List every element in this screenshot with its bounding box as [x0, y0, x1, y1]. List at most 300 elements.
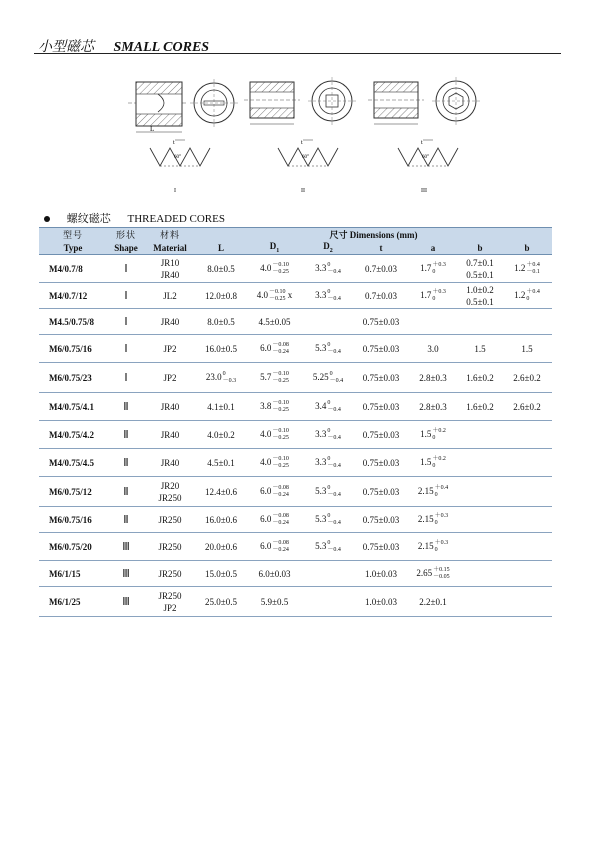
col-shape: Shape [107, 241, 145, 255]
material-line-1: JR40 [160, 429, 180, 440]
value-nominal: 4.0 [260, 456, 272, 467]
tolerance-upper: ＋0.4 [526, 261, 540, 268]
value-nominal: 3.3 [315, 262, 327, 273]
tolerance-lower: －0.4 [327, 519, 341, 526]
material-line-2: JR250 [158, 492, 182, 503]
tolerance [327, 513, 341, 527]
cell-t: 0.75±0.03 [354, 533, 408, 561]
fig2-angle: 60° [302, 155, 309, 160]
value-nominal: 5.25 [312, 371, 329, 382]
cell-b1 [458, 449, 502, 477]
tolerance-lower: －0.4 [327, 434, 341, 441]
cell-material [145, 363, 195, 393]
page-title-cn: 小型磁芯 [38, 40, 94, 55]
cell-t: 1.0±0.03 [354, 561, 408, 587]
value-nominal: 2.65 [416, 567, 433, 578]
cell-type: M4/0.7/12 [39, 283, 107, 309]
value-nominal: 3.3 [315, 289, 327, 300]
cell-L [195, 507, 247, 533]
b1-line-1: 1.5 [474, 343, 486, 354]
cell-D1 [247, 393, 302, 421]
cell-material [145, 421, 195, 449]
cell-b1 [458, 561, 502, 587]
fig1-dim-t: t [173, 140, 175, 146]
tolerance-lower: －0.4 [327, 406, 341, 413]
shape-2-side-view [244, 82, 300, 124]
material-line-1: JR40 [160, 316, 180, 327]
col-a: a [408, 241, 458, 255]
value-nominal: 1.5 [521, 343, 533, 354]
value-nominal: 1.5 [420, 456, 432, 467]
cell-a [408, 363, 458, 393]
col-dimensions-group: 尺寸 Dimensions (mm) [195, 228, 552, 242]
tolerance-lower: －0.25 [272, 377, 289, 384]
tolerance-upper: 0 [222, 370, 226, 377]
col-D1: $D_1$ [247, 241, 302, 255]
shape-1-side-view [128, 82, 188, 133]
table-row [39, 335, 552, 363]
tolerance [327, 485, 341, 499]
cell-shape: Ⅱ [107, 393, 145, 421]
tolerance [432, 262, 446, 276]
material-line-1: JR40 [160, 401, 180, 412]
cell-b2 [502, 533, 552, 561]
tolerance-lower: －0.4 [327, 268, 341, 275]
cell-b2 [502, 449, 552, 477]
col-shape-cn: 形状 [107, 228, 145, 242]
tolerance-lower: －0.4 [329, 377, 344, 384]
cell-t: 0.75±0.03 [354, 477, 408, 507]
cell-D1 [247, 507, 302, 533]
cell-D1 [247, 533, 302, 561]
tolerance [433, 567, 450, 581]
cell-D2 [302, 309, 354, 335]
tolerance [330, 371, 344, 385]
cell-D2 [302, 507, 354, 533]
tolerance-lower: －0.24 [272, 546, 289, 553]
cell-a [408, 393, 458, 421]
cell-material [145, 335, 195, 363]
cell-a [408, 477, 458, 507]
tolerance-lower: －0.4 [327, 491, 341, 498]
value-nominal: 16.0±0.6 [205, 514, 237, 525]
cell-b2 [502, 477, 552, 507]
cell-a [408, 561, 458, 587]
table-row [39, 421, 552, 449]
tolerance-upper: －0.10 [272, 455, 289, 462]
tolerance-upper: ＋0.3 [432, 261, 446, 268]
value-nominal: 15.0±0.5 [205, 568, 237, 579]
threaded-cores-table [39, 227, 552, 617]
cell-shape: Ⅲ [107, 587, 145, 617]
cell-b1 [458, 393, 502, 421]
cell-shape: Ⅱ [107, 449, 145, 477]
tolerance [272, 485, 289, 499]
col-material: Material [145, 241, 195, 255]
fig1-angle: 60° [174, 155, 181, 160]
cell-L [195, 309, 247, 335]
tolerance-lower: －0.25 [272, 462, 289, 469]
table-row [39, 477, 552, 507]
cell-material [145, 533, 195, 561]
tolerance-lower: －0.25 [272, 406, 289, 413]
tolerance-lower: －0.05 [433, 573, 450, 580]
cell-shape: Ⅲ [107, 533, 145, 561]
tolerance-upper: 0 [327, 512, 331, 519]
tolerance-upper: ＋0.15 [433, 566, 450, 573]
table-row [39, 533, 552, 561]
tolerance [435, 540, 449, 554]
table-row [39, 561, 552, 587]
col-material-cn: 材料 [145, 228, 195, 242]
b1-line-2: 0.5±0.1 [466, 269, 494, 280]
cell-t: 0.7±0.03 [354, 283, 408, 309]
tolerance-upper: ＋0.3 [434, 512, 449, 519]
cell-D2 [302, 477, 354, 507]
value-nominal: 4.0 [256, 289, 268, 300]
value-nominal: 5.3 [315, 540, 327, 551]
cell-a [408, 587, 458, 617]
table-row [39, 587, 552, 617]
cell-D1 [247, 283, 302, 309]
cell-L [195, 393, 247, 421]
value-nominal: 6.0 [260, 485, 272, 496]
value-nominal: 4.0±0.2 [207, 429, 235, 440]
material-line-1: JR250 [158, 514, 182, 525]
value-nominal: 25.0±0.5 [205, 596, 237, 607]
thread-profile-2 [278, 140, 338, 166]
tolerance [272, 262, 289, 276]
tolerance-lower: －0.24 [272, 491, 289, 498]
fig3-angle: 60° [422, 155, 429, 160]
cell-D1 [247, 449, 302, 477]
tolerance-lower: 0 [434, 491, 438, 498]
cell-type: M4.5/0.75/8 [39, 309, 107, 335]
table-row [39, 283, 552, 309]
tolerance-upper: ＋0.3 [434, 539, 449, 546]
material-line-1: JP2 [163, 372, 177, 383]
b1-line-1: 1.6±0.2 [466, 401, 494, 412]
tolerance-upper: 0 [329, 370, 333, 377]
tolerance [327, 342, 341, 356]
col-type-cn: 型号 [39, 228, 107, 242]
b1-line-1: 1.0±0.2 [466, 284, 494, 295]
cell-t: 0.75±0.03 [354, 507, 408, 533]
cell-b2 [502, 561, 552, 587]
tolerance-lower: －0.4 [327, 546, 341, 553]
cell-type: M6/0.75/16 [39, 507, 107, 533]
cell-material [145, 477, 195, 507]
tolerance-lower: －0.4 [327, 295, 341, 302]
value-nominal: 5.3 [315, 342, 327, 353]
cell-b2 [502, 309, 552, 335]
tolerance [432, 428, 446, 442]
value-nominal: 4.5±0.1 [207, 457, 235, 468]
tolerance-upper: －0.10 [272, 427, 289, 434]
cell-b2 [502, 393, 552, 421]
cell-b2 [502, 587, 552, 617]
tolerance-upper: －0.10 [272, 370, 289, 377]
tolerance-upper: －0.10 [272, 261, 289, 268]
tolerance-upper: ＋0.4 [434, 484, 449, 491]
section-title-en: THREADED CORES [127, 213, 225, 225]
tolerance-upper: 0 [327, 427, 331, 434]
cell-D2 [302, 255, 354, 283]
tolerance-lower: －0.24 [272, 348, 289, 355]
section-heading [44, 210, 225, 226]
value-nominal: 5.3 [315, 513, 327, 524]
cell-b2 [502, 507, 552, 533]
table-header-row-2 [39, 241, 552, 255]
value-nominal: 20.0±0.6 [205, 541, 237, 552]
material-line-2: JR40 [160, 269, 180, 280]
table-row [39, 309, 552, 335]
cell-type: M4/0.75/4.2 [39, 421, 107, 449]
cell-D2 [302, 393, 354, 421]
value-suffix: x [285, 289, 293, 300]
cell-D2 [302, 335, 354, 363]
fig3-label: III [421, 188, 427, 194]
tolerance [327, 289, 341, 303]
cell-shape: Ⅰ [107, 335, 145, 363]
material-line-1: JR40 [160, 457, 180, 468]
tolerance-upper: ＋0.2 [432, 427, 446, 434]
table-header-row-1 [39, 228, 552, 242]
cell-D2 [302, 533, 354, 561]
bullet-icon [44, 216, 50, 222]
tolerance-lower: －0.24 [272, 519, 289, 526]
cell-type: M4/0.7/8 [39, 255, 107, 283]
fig1-label: I [174, 188, 176, 194]
tolerance [327, 456, 341, 470]
page-title-en: SMALL CORES [113, 40, 210, 55]
value-nominal: 4.5±0.05 [258, 316, 291, 327]
value-nominal: 4.0 [260, 262, 272, 273]
material-line-1: JP2 [163, 343, 177, 354]
value-nominal: 1.7 [420, 262, 432, 273]
b1-line-2: 0.5±0.1 [466, 296, 494, 307]
cell-type: M6/0.75/23 [39, 363, 107, 393]
cell-t: 0.75±0.03 [354, 449, 408, 477]
cell-b1 [458, 477, 502, 507]
cell-material [145, 393, 195, 421]
cell-a [408, 309, 458, 335]
cell-t: 0.75±0.03 [354, 393, 408, 421]
cell-D1 [247, 477, 302, 507]
cell-L [195, 335, 247, 363]
table-row [39, 393, 552, 421]
value-nominal: 6.0 [260, 342, 272, 353]
value-nominal: 3.0 [427, 343, 439, 354]
tolerance-lower: －0.1 [526, 268, 540, 275]
value-nominal: 8.0±0.5 [207, 316, 235, 327]
cell-b1 [458, 421, 502, 449]
material-line-1: JR10 [160, 257, 180, 268]
material-line-1: JR250 [158, 541, 182, 552]
col-L: L [195, 241, 247, 255]
cell-a [408, 255, 458, 283]
tolerance-upper: －0.08 [272, 484, 289, 491]
value-nominal: 6.0±0.03 [258, 568, 291, 579]
material-line-1: JR250 [158, 568, 182, 579]
value-nominal: 3.8 [260, 400, 272, 411]
cell-type: M4/0.75/4.5 [39, 449, 107, 477]
tolerance [327, 400, 341, 414]
tolerance-lower: 0 [432, 462, 436, 469]
col-b1: b [458, 241, 502, 255]
tolerance [327, 428, 341, 442]
cell-material [145, 507, 195, 533]
cell-b2 [502, 421, 552, 449]
section-title-cn: 螺纹磁芯 [66, 213, 111, 225]
tolerance-upper: ＋0.4 [526, 288, 540, 295]
tolerance [223, 371, 237, 385]
cell-D1 [247, 561, 302, 587]
value-nominal: 6.0 [260, 513, 272, 524]
tolerance-lower: 0 [434, 519, 438, 526]
value-nominal: 1.5 [420, 428, 432, 439]
cell-b1 [458, 335, 502, 363]
cell-type: M6/1/15 [39, 561, 107, 587]
value-nominal: 2.15 [417, 540, 434, 551]
value-nominal: 2.15 [417, 485, 434, 496]
material-line-1: JL2 [163, 290, 177, 301]
cell-D1 [247, 363, 302, 393]
value-nominal: 2.6±0.2 [513, 401, 541, 412]
tolerance [272, 513, 289, 527]
cell-shape: Ⅱ [107, 507, 145, 533]
tolerance [432, 456, 446, 470]
col-type: Type [39, 241, 107, 255]
cell-b2 [502, 255, 552, 283]
value-nominal: 5.7 [260, 371, 272, 382]
tolerance-lower: 0 [432, 434, 436, 441]
cell-L [195, 255, 247, 283]
cell-b1 [458, 533, 502, 561]
cell-D1 [247, 587, 302, 617]
cell-D2 [302, 363, 354, 393]
tolerance-lower: －0.25 [272, 268, 289, 275]
fig2-dim-t: t [301, 140, 303, 146]
cell-a [408, 283, 458, 309]
tolerance-lower: －0.25 [272, 434, 289, 441]
cell-L [195, 363, 247, 393]
tolerance-upper: ＋0.3 [432, 288, 446, 295]
tolerance [272, 540, 289, 554]
tolerance [435, 513, 449, 527]
cell-shape: Ⅰ [107, 283, 145, 309]
shape-3-end-view [432, 77, 480, 125]
cell-b1 [458, 309, 502, 335]
cell-shape: Ⅲ [107, 561, 145, 587]
tolerance [272, 371, 289, 385]
thread-profile-3 [398, 140, 458, 166]
cell-D1 [247, 255, 302, 283]
cell-material [145, 587, 195, 617]
tolerance [432, 289, 446, 303]
value-nominal: 5.3 [315, 485, 327, 496]
material-line-2: JP2 [163, 602, 177, 613]
cell-b1 [458, 255, 502, 283]
cell-D2 [302, 283, 354, 309]
value-nominal: 2.8±0.3 [419, 401, 447, 412]
cell-type: M6/0.75/16 [39, 335, 107, 363]
tolerance [327, 262, 341, 276]
cell-b2 [502, 335, 552, 363]
b1-line-1: 0.7±0.1 [466, 257, 494, 268]
cell-a [408, 449, 458, 477]
tolerance-upper: 0 [327, 455, 331, 462]
cell-material [145, 449, 195, 477]
cell-t: 1.0±0.03 [354, 587, 408, 617]
tolerance [272, 342, 289, 356]
value-nominal: 1.2 [514, 262, 526, 273]
material-line-1: JR20 [160, 480, 180, 491]
value-nominal: 2.15 [417, 513, 434, 524]
cell-b1 [458, 507, 502, 533]
cell-D2 [302, 449, 354, 477]
b1-line-1: 1.6±0.2 [466, 372, 494, 383]
cell-L [195, 477, 247, 507]
shape-1-end-view [190, 79, 238, 127]
tolerance-upper: －0.08 [272, 539, 289, 546]
cell-material [145, 561, 195, 587]
tolerance-upper: 0 [327, 261, 331, 268]
tolerance-upper: 0 [327, 341, 331, 348]
cell-a [408, 533, 458, 561]
value-nominal: 4.0 [260, 428, 272, 439]
title-divider [34, 53, 561, 54]
cell-type: M6/0.75/12 [39, 477, 107, 507]
value-nominal: 2.8±0.3 [419, 372, 447, 383]
tolerance-upper: 0 [327, 399, 331, 406]
tolerance [526, 262, 540, 276]
fig1-dim-L: L [150, 125, 155, 133]
value-nominal: 2.2±0.1 [419, 596, 447, 607]
cell-material [145, 309, 195, 335]
cell-b2 [502, 363, 552, 393]
value-nominal: 3.3 [315, 456, 327, 467]
cell-D2 [302, 561, 354, 587]
cell-L [195, 449, 247, 477]
tolerance-lower: 0 [432, 268, 436, 275]
value-nominal: 5.9±0.5 [260, 596, 289, 607]
tolerance [435, 485, 449, 499]
value-nominal: 2.6±0.2 [513, 372, 541, 383]
value-nominal: 12.4±0.6 [205, 486, 237, 497]
cell-a [408, 507, 458, 533]
cell-t: 0.75±0.03 [354, 421, 408, 449]
cell-L [195, 421, 247, 449]
cell-b2 [502, 283, 552, 309]
table-row [39, 507, 552, 533]
value-nominal: 12.0±0.8 [205, 290, 237, 301]
cell-shape: Ⅱ [107, 477, 145, 507]
value-nominal: 1.2 [514, 289, 526, 300]
cell-material [145, 283, 195, 309]
cell-b1 [458, 363, 502, 393]
value-nominal: 4.1±0.1 [207, 401, 235, 412]
value-nominal: 8.0±0.5 [207, 263, 235, 274]
cell-material [145, 255, 195, 283]
cell-L [195, 561, 247, 587]
cell-a [408, 421, 458, 449]
tolerance-lower: 0 [434, 546, 438, 553]
cell-D1 [247, 309, 302, 335]
tolerance-lower: 0 [526, 295, 530, 302]
cell-t: 0.75±0.03 [354, 363, 408, 393]
tolerance [272, 428, 289, 442]
